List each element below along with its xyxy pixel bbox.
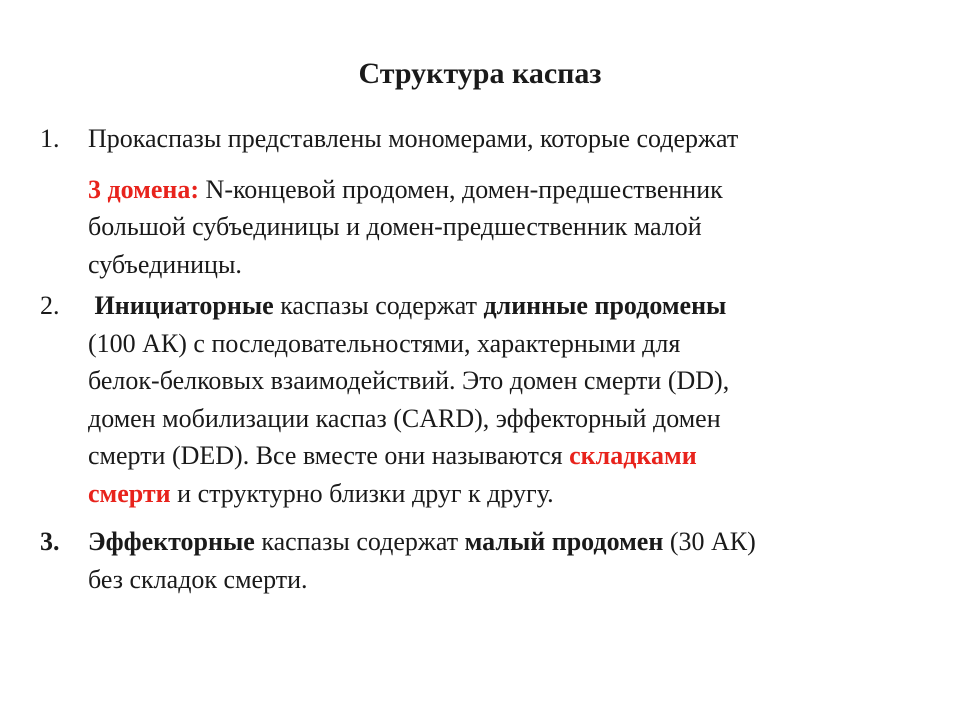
- item2-line1: [88, 287, 920, 325]
- list-item-1: [40, 120, 920, 283]
- item1-line2-rest: N-концевой продомен, домен-предшественник: [199, 174, 723, 204]
- item2-line5-start: смерти (DED). Все вместе они называются: [88, 441, 570, 470]
- death-folds-term-part2: смерти: [88, 478, 171, 508]
- long-prodomains-term: длинные продомены: [483, 291, 727, 320]
- item3-line1: [88, 523, 920, 561]
- three-domains-label: 3 домена:: [88, 174, 200, 204]
- item1-line2: [88, 171, 920, 209]
- item1-line1: Прокаспазы представлены мономерами, которые содержат: [88, 124, 739, 153]
- list-item-3-text: [88, 523, 920, 598]
- list-item-2-text: [88, 287, 920, 512]
- item2-line3: белок-белковых взаимодействий. Это домен смерти (DD),: [88, 366, 730, 395]
- list-number-1: 1.: [40, 124, 60, 153]
- item2-line2: (100 АК) с последовательностями, характерными для: [88, 328, 681, 358]
- list-item-3: [40, 523, 920, 598]
- item2-line6-rest: и структурно близки друг к другу.: [170, 478, 554, 508]
- initiator-term: Инициаторные: [94, 291, 274, 320]
- small-prodomain-term: малый продомен: [464, 527, 664, 556]
- list-number-3: 3.: [40, 527, 60, 556]
- list-number-2: 2.: [40, 291, 60, 320]
- item2-line6: [88, 475, 920, 513]
- death-folds-term-part1: складками: [569, 441, 697, 470]
- item1-line4: субъединицы.: [88, 249, 242, 279]
- list-item-2: [40, 287, 920, 512]
- item2-line1-mid: каспазы содержат: [273, 291, 484, 320]
- item3-line1-end: (30 АК): [663, 527, 756, 556]
- item2-line4: домен мобилизации каспаз (CARD), эффекторный домен: [88, 403, 721, 433]
- list-item-1-text: [88, 120, 920, 283]
- slide-title: Структура каспаз: [358, 57, 602, 90]
- item2-line5: [88, 437, 920, 475]
- item1-line3: большой субъединицы и домен-предшественник малой: [88, 212, 702, 241]
- item3-line2: без складок смерти.: [88, 564, 308, 594]
- effector-term: Эффекторные: [88, 527, 255, 556]
- item3-line1-mid: каспазы содержат: [254, 527, 465, 556]
